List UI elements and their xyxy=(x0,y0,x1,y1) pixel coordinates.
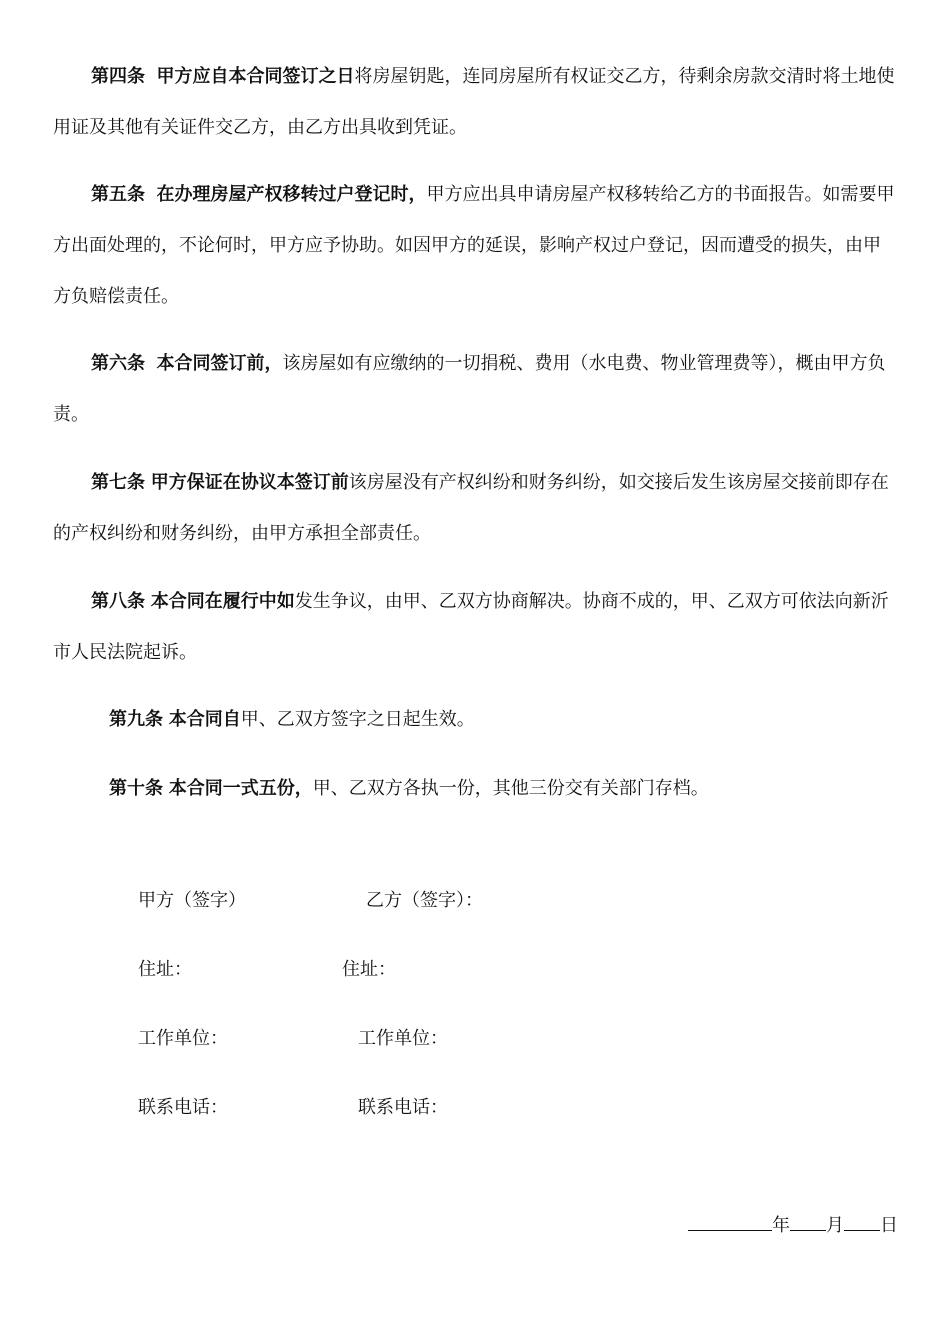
clause-number: 第五条 xyxy=(91,184,145,205)
clause-4 xyxy=(53,51,898,153)
clause-body: 甲方应出具申请房屋产权移转给乙方的书面报告。如需要甲方出面处理的，不论何时，甲方应予协助。如因甲方的延误，影响产权过户登记，因而遭受的损失，由甲方负赔偿责任。 xyxy=(53,184,895,307)
party-b-phone-label: 联系电话： xyxy=(358,1097,448,1118)
party-a-workplace-label: 工作单位： xyxy=(138,1028,228,1049)
party-b-address-label: 住址： xyxy=(342,959,396,980)
day-label: 日 xyxy=(880,1215,898,1236)
clause-body: 该房屋没有产权纠纷和财务纠纷，如交接后发生该房屋交接前即存在的产权纠纷和财务纠纷，由甲方承担全部责任。 xyxy=(53,472,889,544)
clause-lead: 甲方应自本合同签订之日 xyxy=(156,66,355,87)
clause-lead: 甲方保证在协议本签订前 xyxy=(150,472,349,493)
day-blank xyxy=(844,1210,880,1231)
clause-body: 将房屋钥匙，连同房屋所有权证交乙方，待剩余房款交清时将土地使用证及其他有关证件交乙方，由乙方出具收到凭证。 xyxy=(53,66,895,138)
clause-body: 该房屋如有应缴纳的一切捐税、费用（水电费、物业管理费等），概由甲方负责。 xyxy=(53,353,886,425)
clause-lead: 本合同一式五份， xyxy=(168,778,313,799)
clause-lead: 本合同签订前， xyxy=(156,353,283,374)
clause-5 xyxy=(53,169,898,322)
clause-lead: 在办理房屋产权移转过户登记时， xyxy=(156,184,427,205)
clause-9 xyxy=(53,694,898,745)
clause-lead: 本合同自 xyxy=(168,709,241,730)
clause-number: 第八条 xyxy=(91,591,145,612)
party-a-signature-label: 甲方（签字） xyxy=(138,890,246,911)
clause-10 xyxy=(53,763,898,814)
clause-body: 发生争议，由甲、乙双方协商解决。协商不成的，甲、乙双方可依法向新沂市人民法院起诉。 xyxy=(53,591,889,663)
party-a-phone-label: 联系电话： xyxy=(138,1097,228,1118)
party-a-address-label: 住址： xyxy=(138,959,192,980)
clause-number: 第七条 xyxy=(91,472,145,493)
clause-6 xyxy=(53,338,898,440)
party-b-signature-label: 乙方（签字）： xyxy=(366,890,483,911)
clause-number: 第九条 xyxy=(109,709,163,730)
date-line xyxy=(688,1210,898,1238)
year-label: 年 xyxy=(772,1215,790,1236)
clause-number: 第四条 xyxy=(91,66,145,87)
clause-8 xyxy=(53,576,898,678)
clause-number: 第十条 xyxy=(109,778,163,799)
clause-7 xyxy=(53,457,898,559)
month-blank xyxy=(790,1210,826,1231)
clause-number: 第六条 xyxy=(91,353,145,374)
month-label: 月 xyxy=(826,1215,844,1236)
clause-body: 甲、乙双方签字之日起生效。 xyxy=(240,709,475,730)
clause-body: 甲、乙双方各执一份，其他三份交有关部门存档。 xyxy=(312,778,709,799)
year-blank xyxy=(688,1210,772,1231)
party-b-workplace-label: 工作单位： xyxy=(358,1028,448,1049)
clause-lead: 本合同在履行中如 xyxy=(150,591,295,612)
